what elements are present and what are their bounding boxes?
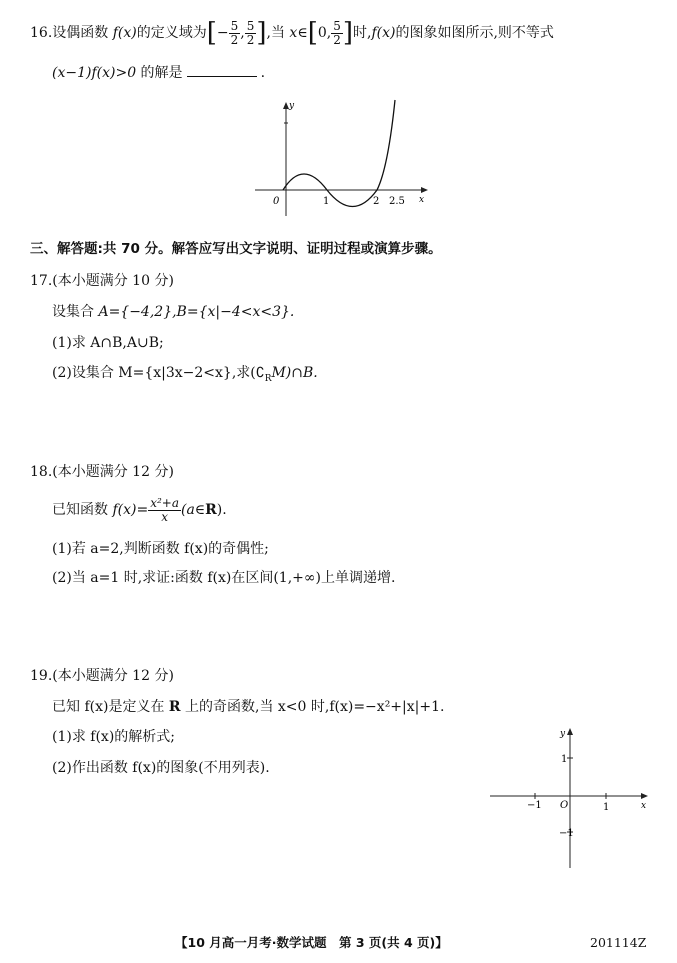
- math: A={−4,2},B={x|−4<x<3}.: [98, 304, 295, 320]
- numerator: 5: [333, 18, 341, 33]
- q19-line1: [52, 698, 444, 716]
- text: .: [260, 65, 266, 81]
- q19-coordinate-grid: [485, 724, 655, 870]
- q17-title: [30, 272, 174, 290]
- numerator: 5: [230, 18, 239, 33]
- tick-label: 2: [373, 196, 380, 207]
- text: (本小题满分 12 分): [52, 464, 174, 480]
- question-number: 17.: [30, 273, 53, 289]
- math: f(x)=: [112, 502, 149, 518]
- tick-label: −1: [559, 828, 574, 839]
- tick-label: −1: [527, 800, 542, 811]
- footer-code: 201114Z: [590, 935, 647, 950]
- answer-blank[interactable]: [187, 62, 257, 77]
- bracket-right: ]: [256, 18, 267, 48]
- numerator: x²+a: [150, 495, 179, 510]
- text: ,: [240, 25, 245, 41]
- q19-part1: (1)求 f(x)的解析式;: [52, 729, 175, 745]
- fraction: [148, 497, 181, 524]
- tick-label: O: [560, 800, 569, 811]
- q18-part2: (2)当 a=1 时,求证:函数 f(x)在区间(1,+∞)上单调递增.: [52, 570, 396, 586]
- footer-page-info: 【10 月高一月考·数学试题 第 3 页(共 4 页)】: [175, 935, 448, 950]
- denominator: 2: [333, 32, 341, 47]
- math: M)∩B.: [271, 365, 318, 381]
- fraction: [245, 20, 257, 47]
- text: 的定义域为: [136, 25, 207, 41]
- bracket-left: [: [206, 18, 217, 48]
- math: (a∈: [180, 502, 206, 518]
- tick-label: 1: [561, 754, 568, 765]
- denominator: x: [161, 509, 168, 524]
- q17-part1: (1)求 A∩B,A∪B;: [52, 335, 164, 351]
- q17-line1: [52, 303, 294, 321]
- q16-line1: [30, 18, 554, 48]
- section-heading: 三、解答题:共 70 分。解答应写出文字说明、证明过程或演算步骤。: [30, 241, 442, 257]
- q16-graph: [245, 98, 440, 218]
- bracket-left: [: [307, 18, 318, 48]
- text: 时,: [353, 25, 372, 41]
- text: −: [216, 25, 229, 41]
- text: (2)设集合 M={x|3x−2<x},求(: [52, 365, 256, 381]
- q18-line1: [52, 492, 227, 528]
- fraction: [229, 20, 241, 47]
- text: 的图象如图所示,则不等式: [395, 25, 554, 41]
- real-set-symbol: R: [205, 502, 217, 518]
- bracket-right: ]: [342, 18, 354, 48]
- denominator: 2: [246, 32, 255, 47]
- y-label: y: [560, 729, 566, 739]
- x-arrow: [641, 793, 648, 799]
- y-arrow: [567, 728, 573, 735]
- text: ,当: [266, 25, 290, 41]
- denominator: 2: [230, 32, 239, 47]
- q19-part2: (2)作出函数 f(x)的图象(不用列表).: [52, 760, 270, 776]
- numerator: 5: [246, 18, 255, 33]
- question-number: 19.: [30, 668, 53, 684]
- math: x: [289, 25, 298, 41]
- tick-label: 2.5: [389, 196, 405, 207]
- real-set-symbol: R: [168, 699, 181, 715]
- y-label: y: [289, 101, 295, 111]
- text: (本小题满分 12 分): [52, 668, 174, 684]
- fraction: [331, 20, 343, 47]
- q16-line2: [52, 62, 265, 82]
- x-label: x: [419, 195, 425, 205]
- tick-label: 0: [273, 196, 280, 207]
- tick-label: 1: [603, 802, 610, 813]
- question-number: 16.: [30, 25, 53, 41]
- tick-label: 1: [323, 196, 330, 207]
- text: 0,: [317, 25, 332, 41]
- math: (x−1)f(x)>0: [52, 65, 137, 81]
- math: f(x): [112, 25, 137, 41]
- text: 上的奇函数,当 x<0 时,f(x)=−x²+|x|+1.: [180, 699, 445, 715]
- text: 的解是: [136, 65, 183, 81]
- complement-symbol: ∁: [255, 365, 265, 381]
- text: ∈: [297, 25, 308, 41]
- question-number: 18.: [30, 464, 53, 480]
- subscript: R: [264, 373, 272, 384]
- text: 设集合: [52, 304, 99, 320]
- x-label: x: [641, 801, 647, 811]
- x-arrow: [421, 187, 428, 193]
- q19-title: [30, 667, 174, 685]
- function-curve: [283, 100, 395, 207]
- q18-part1: (1)若 a=2,判断函数 f(x)的奇偶性;: [52, 541, 269, 557]
- text: 已知 f(x)是定义在: [52, 699, 169, 715]
- text: 已知函数: [52, 502, 113, 518]
- math: f(x): [371, 25, 396, 41]
- q18-title: [30, 463, 174, 481]
- text: 设偶函数: [52, 25, 113, 41]
- text: ).: [216, 502, 227, 518]
- text: (本小题满分 10 分): [52, 273, 174, 289]
- q17-part2: [52, 364, 318, 388]
